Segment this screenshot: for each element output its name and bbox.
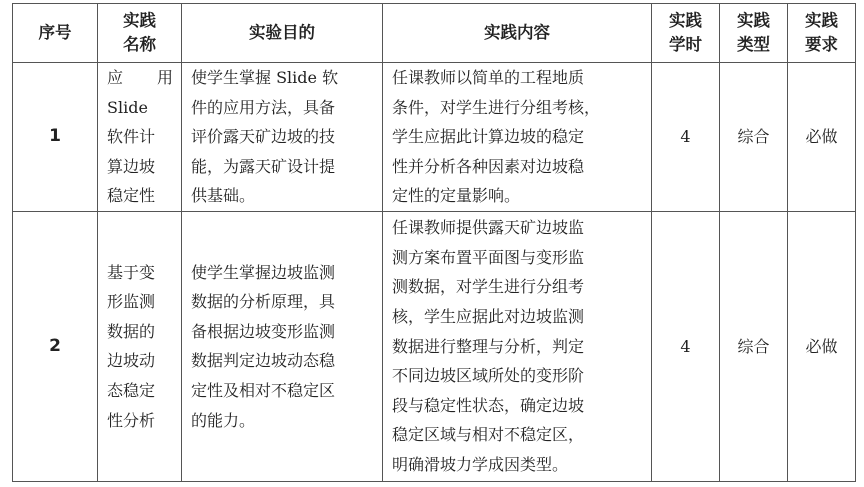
cell-line: 数据进行整理与分析，判定 bbox=[392, 336, 585, 356]
cell-line: 数据的 bbox=[107, 321, 156, 341]
cell-line: 使学生掌握 Slide 软 bbox=[191, 68, 339, 87]
header-no: 序号 bbox=[13, 4, 98, 63]
cell-line: 件的应用方法，具备 bbox=[191, 97, 336, 117]
cell-name bbox=[98, 211, 182, 481]
cell-line: 稳定区域与相对不稳定区， bbox=[392, 425, 585, 445]
header-req bbox=[788, 4, 856, 63]
header-line: 实践 bbox=[805, 11, 838, 30]
header-line: 实践 bbox=[669, 11, 702, 30]
cell-no: 1 bbox=[13, 63, 98, 212]
header-line: 名称 bbox=[123, 35, 156, 54]
cell-line: 供基础。 bbox=[191, 186, 256, 206]
cell-no: 2 bbox=[13, 211, 98, 481]
cell-line: 任课教师以简单的工程地质 bbox=[392, 68, 585, 87]
cell-char: 应 bbox=[107, 68, 124, 87]
header-type bbox=[720, 4, 788, 63]
cell-line: 性分析 bbox=[107, 410, 156, 430]
cell-line: 基于变 bbox=[107, 262, 156, 282]
cell-content bbox=[383, 63, 652, 212]
cell-line: 使学生掌握边坡监测 bbox=[191, 262, 336, 282]
header-name bbox=[98, 4, 182, 63]
practice-table bbox=[12, 3, 856, 482]
cell-hours: 4 bbox=[652, 211, 720, 481]
header-line: 要求 bbox=[805, 35, 838, 54]
cell-line: 任课教师提供露天矿边坡监 bbox=[392, 218, 585, 238]
header-content: 实践内容 bbox=[383, 4, 652, 63]
cell-line: 性并分析各种因素对边坡稳 bbox=[392, 156, 585, 176]
cell-hours: 4 bbox=[652, 63, 720, 212]
header-hours bbox=[652, 4, 720, 63]
cell-line: 学生应据此计算边坡的稳定 bbox=[392, 127, 585, 147]
cell-char: 用 bbox=[156, 68, 173, 87]
cell-type: 综合 bbox=[720, 211, 788, 481]
cell-line: 定性及相对不稳定区 bbox=[191, 381, 336, 401]
header-line: 类型 bbox=[737, 35, 770, 54]
cell-line: 评价露天矿边坡的技 bbox=[191, 127, 336, 147]
cell-req: 必做 bbox=[788, 211, 856, 481]
cell-line: 明确滑坡力学成因类型。 bbox=[392, 455, 569, 475]
cell-type: 综合 bbox=[720, 63, 788, 212]
cell-purpose bbox=[182, 211, 383, 481]
header-line: 实践 bbox=[123, 11, 156, 30]
table-row bbox=[13, 63, 856, 212]
cell-req: 必做 bbox=[788, 63, 856, 212]
cell-line: Slide bbox=[107, 97, 148, 117]
cell-purpose bbox=[182, 63, 383, 212]
cell-line: 态稳定 bbox=[107, 381, 156, 401]
cell-line: 能，为露天矿设计提 bbox=[191, 156, 336, 176]
cell-line: 边坡动 bbox=[107, 351, 156, 371]
cell-line: 测数据，对学生进行分组考 bbox=[392, 277, 585, 297]
cell-line: 形监测 bbox=[107, 292, 156, 312]
header-line: 实践 bbox=[737, 11, 770, 30]
cell-line: 核，学生应据此对边坡监测 bbox=[392, 307, 585, 327]
cell-line: 条件，对学生进行分组考核， bbox=[392, 97, 601, 117]
cell-line: 备根据边坡变形监测 bbox=[191, 321, 336, 341]
cell-line: 不同边坡区域所处的变形阶 bbox=[392, 366, 585, 386]
cell-line: 的能力。 bbox=[191, 410, 256, 430]
header-row bbox=[13, 4, 856, 63]
cell-name bbox=[98, 63, 182, 212]
cell-line bbox=[107, 63, 181, 93]
cell-line: 算边坡 bbox=[107, 156, 156, 176]
cell-line: 测方案布置平面图与变形监 bbox=[392, 247, 585, 267]
header-line: 学时 bbox=[669, 35, 702, 54]
table-row bbox=[13, 211, 856, 481]
cell-line: 稳定性 bbox=[107, 186, 156, 206]
cell-line: 定性的定量影响。 bbox=[392, 186, 521, 206]
cell-line: 段与稳定性状态，确定边坡 bbox=[392, 395, 585, 415]
cell-line: 数据的分析原理，具 bbox=[191, 292, 336, 312]
cell-content bbox=[383, 211, 652, 481]
header-purpose: 实验目的 bbox=[182, 4, 383, 63]
cell-line: 数据判定边坡动态稳 bbox=[191, 351, 336, 371]
cell-line: 软件计 bbox=[107, 127, 156, 147]
